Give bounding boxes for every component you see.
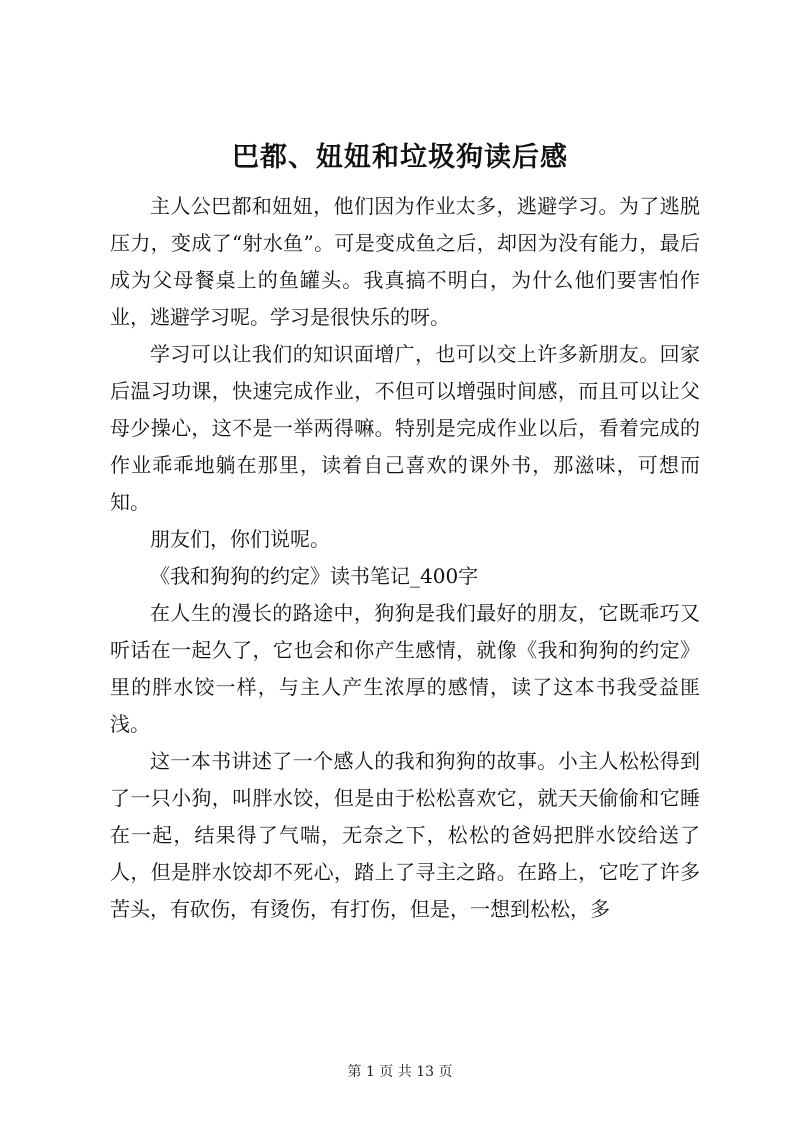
page-footer: 第 1 页 共 13 页 [347,1064,453,1080]
paragraph: 这一本书讲述了一个感人的我和狗狗的故事。小主人松松得到了一只小狗，叫胖水饺，但是由于松松喜欢它，就天天偷偷和它睡在一起，结果得了气喘，无奈之下，松松的爸妈把胖水饺给送了人，但是胖水饺却不死心，踏上了寻主之路。在路上，它吃了许多苦头，有砍伤，有烫伤，有打伤，但是，一想到松松，多 [110,749,700,921]
document-title: 巴都、妞妞和垃圾狗读后感 [232,142,568,173]
paragraph: 朋友们，你们说呢。 [150,527,330,551]
paragraph: 在人生的漫长的路途中，狗狗是我们最好的朋友，它既乖巧又听话在一起久了，它也会和你产生感情，就像《我和狗狗的约定》里的胖水饺一样，与主人产生浓厚的感情，读了这本书我受益匪浅。 [110,601,700,736]
paragraph: 主人公巴都和妞妞，他们因为作业太多，逃避学习。为了逃脱压力，变成了“射水鱼”。可是变成鱼之后，却因为没有能力，最后成为父母餐桌上的鱼罐头。我真搞不明白，为什么他们要害怕作业，逃避学习呢。学习是很快乐的呀。 [110,194,700,329]
section-heading: 《我和狗狗的约定》读书笔记_400字 [150,564,479,588]
paragraph: 学习可以让我们的知识面增广，也可以交上许多新朋友。回家后温习功课，快速完成作业，不但可以增强时间感，而且可以让父母少操心，这不是一举两得嘛。特别是完成作业以后，看着完成的作业乖乖地躺在那里，读着自己喜欢的课外书，那滋味，可想而知。 [110,342,700,514]
document-body [110,188,700,928]
